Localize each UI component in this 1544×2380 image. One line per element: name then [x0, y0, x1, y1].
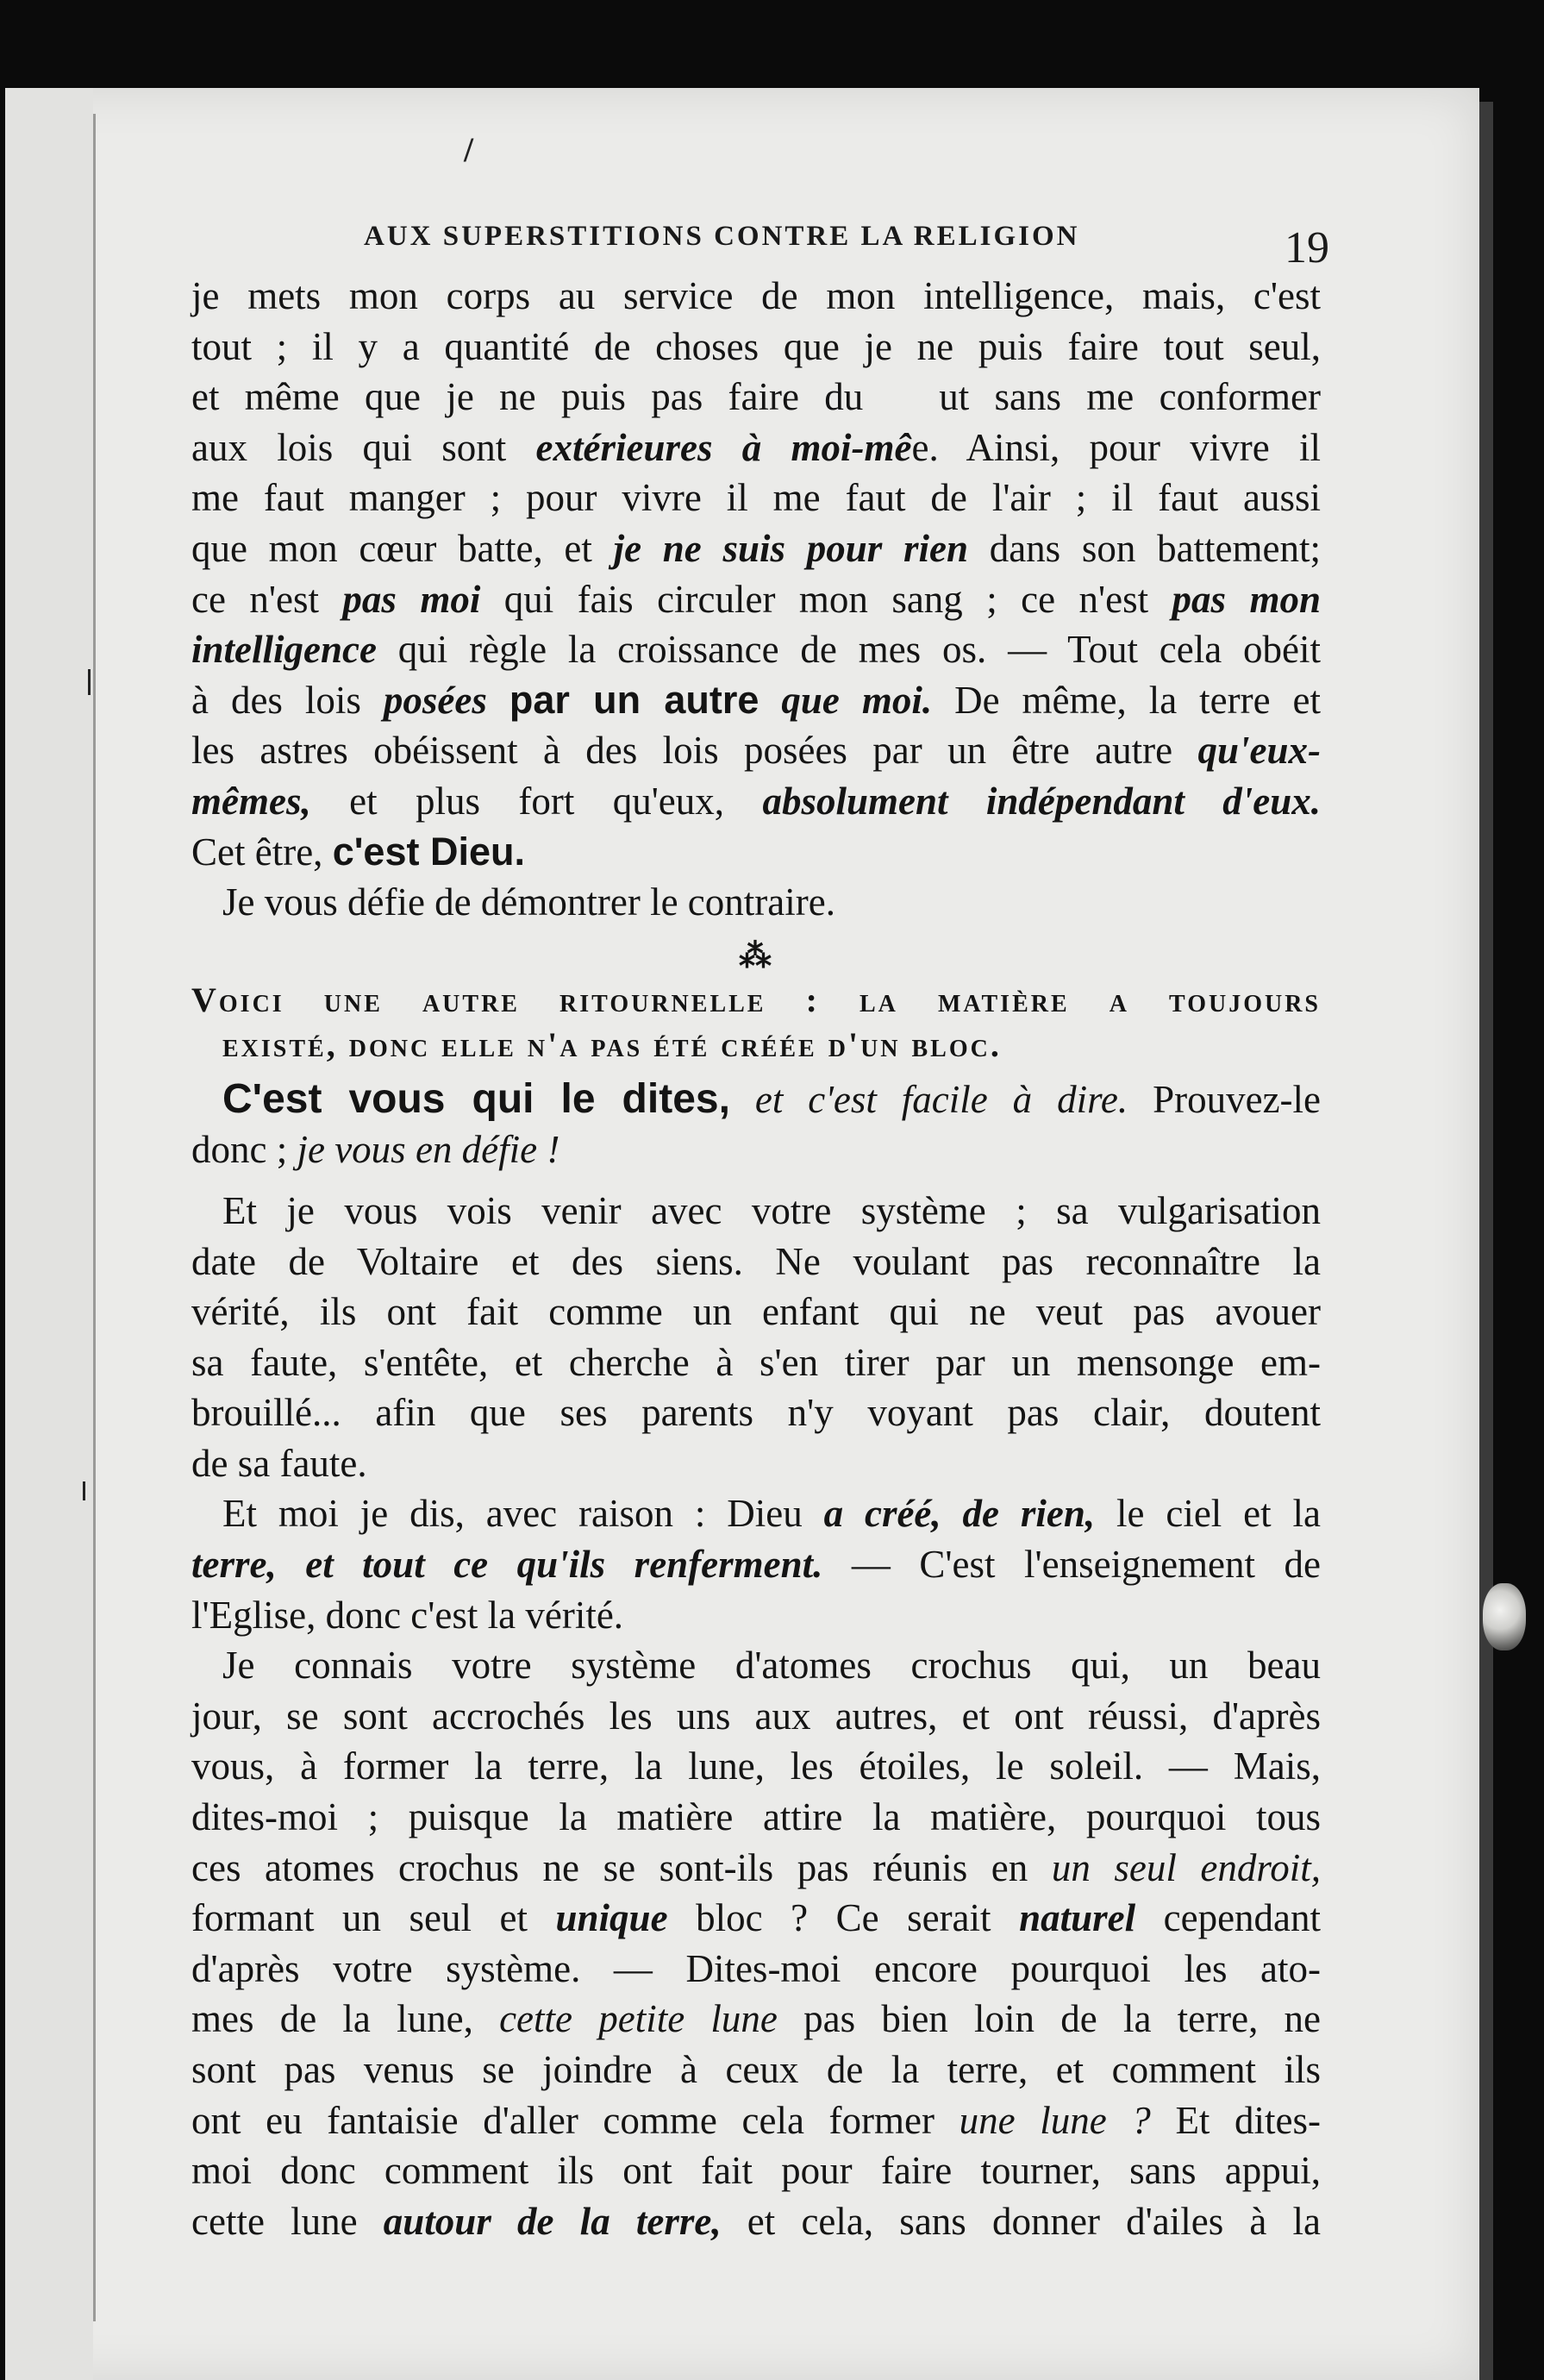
text-line: terre, et tout ce qu'ils renferment. — C'est l'enseignement de — [191, 1543, 1322, 1587]
margin-tick — [83, 1481, 85, 1500]
text-line: sont pas venus se joindre à ceux de la terre, et comment ils — [191, 2048, 1321, 2091]
section-heading: existé, donc elle n'a pas été créée d'un bloc. — [222, 1024, 1002, 1064]
page-gutter-line — [93, 114, 96, 2321]
text-line: cette lune autour de la terre, et cela, sans donner d'ailes à la — [191, 2199, 1322, 2243]
text-line: de sa faute. — [191, 1441, 367, 1485]
text-line: l'Eglise, donc c'est la vérité. — [191, 1593, 624, 1637]
text-line: brouillé... afin que ses parents n'y voyant pas clair, doutent — [191, 1391, 1321, 1435]
text-line: et même que je ne puis pas faire du ut sans me conformer — [191, 375, 1321, 419]
page-edge-ornament — [1483, 1583, 1526, 1650]
text-line: Je vous défie de démontrer le contraire. — [222, 880, 835, 924]
text-line: sa faute, s'entête, et cherche à s'en tirer par un mensonge em- — [191, 1340, 1321, 1384]
text-line: ces atomes crochus ne se sont-ils pas réunis en un seul endroit, — [191, 1845, 1322, 1889]
asterism-divider: ⁂ — [739, 937, 773, 974]
text-line: moi donc comment ils ont fait pour faire tourner, sans appui, — [191, 2149, 1321, 2193]
text-line: intelligence qui règle la croissance de mes os. — Tout cela obéit — [191, 628, 1321, 672]
page-body — [191, 271, 1321, 2246]
text-line: aux lois qui sont extérieures à moi-mêe. Ainsi, pour vivre il — [191, 425, 1321, 469]
text-line: Cet être, c'est Dieu. — [191, 829, 525, 874]
text-line: me faut manger ; pour vivre il me faut de l'air ; il faut aussi — [191, 476, 1321, 520]
page-number: 19 — [1285, 223, 1329, 272]
stray-mark: / — [464, 130, 474, 169]
text-line: tout ; il y a quantité de choses que je ne puis faire tout seul, — [191, 324, 1321, 368]
text-line: mes de la lune, cette petite lune pas bien loin de la terre, ne — [191, 1997, 1322, 2041]
text-line: vous, à former la terre, la lune, les étoiles, le soleil. — Mais, — [191, 1744, 1321, 1788]
page-right-edge — [1479, 102, 1493, 2380]
text-line: à des lois posées par un autre que moi. De même, la terre et — [191, 677, 1322, 722]
text-line: d'après votre système. — Dites-moi encore pourquoi les ato- — [191, 1946, 1321, 1990]
text-line: Et je vous vois venir avec votre système ; sa vulgarisation — [222, 1188, 1321, 1232]
text-line: Et moi je dis, avec raison : Dieu a créé, de rien, le ciel et la — [222, 1492, 1322, 1536]
text-line: dites-moi ; puisque la matière attire la matière, pourquoi tous — [191, 1795, 1321, 1839]
page-left-margin — [5, 88, 93, 2380]
margin-tick — [88, 669, 91, 695]
text-line: vérité, ils ont fait comme un enfant qui ne veut pas avouer — [191, 1290, 1321, 1334]
section-heading: Voici une autre ritournelle : la matière a toujours — [191, 980, 1321, 1019]
text-line: date de Voltaire et des siens. Ne voulant pas reconnaître la — [191, 1239, 1321, 1283]
text-line: formant un seul et unique bloc ? Ce serait naturel cependant — [191, 1896, 1322, 1940]
text-line: mêmes, et plus fort qu'eux, absolument indépendant d'eux. — [191, 779, 1322, 823]
text-line: je mets mon corps au service de mon intelligence, mais, c'est — [191, 274, 1321, 317]
text-line: les astres obéissent à des lois posées par un être autre qu'eux- — [191, 729, 1321, 773]
text-line: donc ; je vous en défie ! — [191, 1128, 560, 1172]
text-line: ont eu fantaisie d'aller comme cela former une lune ? Et dites- — [191, 2098, 1322, 2142]
text-line: que mon cœur batte, et je ne suis pour rien dans son battement; — [191, 526, 1322, 570]
text-line: jour, se sont accrochés les uns aux autres, et ont réussi, d'après — [191, 1694, 1321, 1738]
text-line: Je connais votre système d'atomes crochus qui, un beau — [222, 1644, 1321, 1688]
text-line: ce n'est pas moi qui fais circuler mon sang ; ce n'est pas mon — [191, 577, 1322, 621]
text-line: C'est vous qui le dites, et c'est facile à dire. Prouvez-le — [222, 1075, 1322, 1122]
running-header: AUX SUPERSTITIONS CONTRE LA RELIGION — [364, 221, 1080, 252]
